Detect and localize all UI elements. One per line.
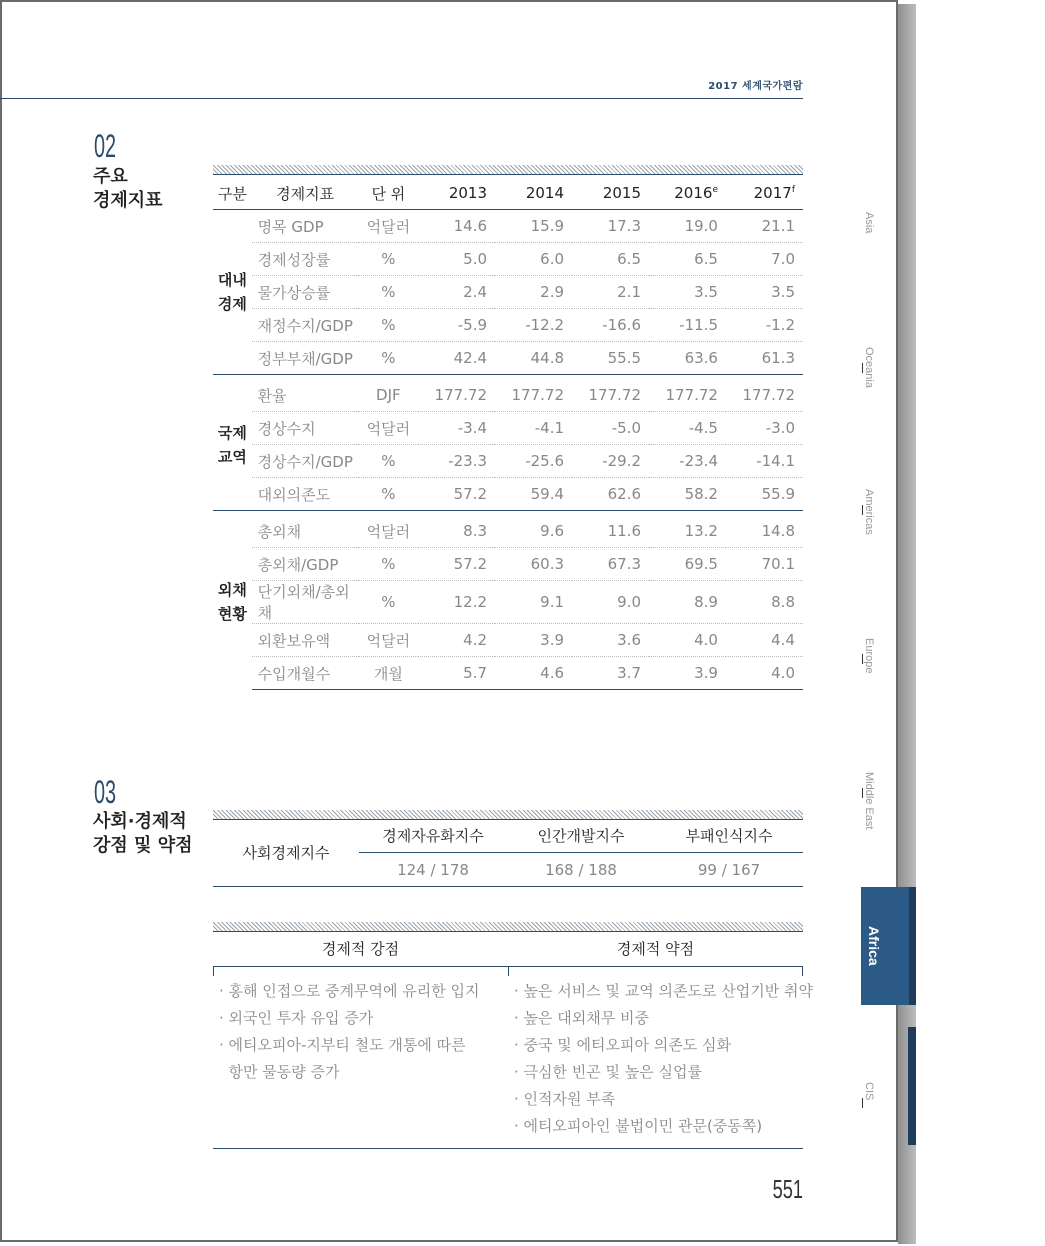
section-title: 사회·경제적 강점 및 약점 <box>93 811 193 856</box>
indicator-value: -25.6 <box>495 445 572 478</box>
indicator-value: 9.0 <box>572 581 649 624</box>
indicator-name: 단기외채/총외채 <box>252 581 359 624</box>
indices-value: 99 / 167 <box>697 861 761 879</box>
indicator-value: 11.6 <box>572 515 649 548</box>
weakness-item: · 인적자원 부족 <box>514 1090 616 1108</box>
table-row <box>213 548 803 581</box>
indicator-value: -3.0 <box>726 412 803 445</box>
table-row <box>213 342 803 375</box>
tab-tick <box>862 788 863 798</box>
indicator-value: 17.3 <box>572 210 649 243</box>
indicator-value: 6.0 <box>495 243 572 276</box>
table-row <box>213 657 803 690</box>
weakness-item: · 높은 대외채무 비중 <box>514 1009 649 1027</box>
indicator-value: 177.72 <box>418 379 495 412</box>
col-header-group: 구분 <box>213 177 252 210</box>
indicator-name: 총외채 <box>252 515 359 548</box>
indicator-value: 5.7 <box>418 657 495 690</box>
tab-tick <box>862 1098 863 1108</box>
indicator-value: -4.5 <box>649 412 726 445</box>
section-number: 03 <box>94 774 117 810</box>
tab-middle-east[interactable]: Middle East <box>863 772 875 830</box>
indicator-value: 8.9 <box>649 581 726 624</box>
indicator-value: 3.7 <box>572 657 649 690</box>
table-row <box>213 581 803 624</box>
indicator-value: -29.2 <box>572 445 649 478</box>
indicator-unit: % <box>359 445 418 478</box>
indicator-name: 경상수지 <box>252 412 359 445</box>
group-label: 국제 교역 <box>217 423 247 466</box>
indicator-value: 2.9 <box>495 276 572 309</box>
running-header: 2017 세계국가편람 <box>708 81 803 92</box>
indicator-value: 57.2 <box>418 548 495 581</box>
indicator-value: 70.1 <box>726 548 803 581</box>
table-row <box>213 276 803 309</box>
indicator-value: 9.6 <box>495 515 572 548</box>
indicator-value: 4.0 <box>649 624 726 657</box>
strengths-weaknesses-table <box>213 932 813 1149</box>
header-rule <box>0 98 803 99</box>
indicator-name: 경상수지/GDP <box>252 445 359 478</box>
weakness-item: · 높은 서비스 및 교역 의존도로 산업기반 취약 <box>514 982 813 1000</box>
swot-tick <box>213 966 214 976</box>
indicator-value: -12.2 <box>495 309 572 342</box>
indicator-value: -3.4 <box>418 412 495 445</box>
indicator-name: 재정수지/GDP <box>252 309 359 342</box>
indicator-name: 명목 GDP <box>252 210 359 243</box>
indicator-name: 경제성장률 <box>252 243 359 276</box>
indicator-name: 환율 <box>252 379 359 412</box>
indices-value: 168 / 188 <box>545 861 617 879</box>
swot-tick <box>802 966 803 976</box>
indicator-unit: DJF <box>359 379 418 412</box>
indicator-value: 4.2 <box>418 624 495 657</box>
tab-americas[interactable]: Americas <box>863 489 875 535</box>
indicator-unit: % <box>359 309 418 342</box>
indicator-value: -4.1 <box>495 412 572 445</box>
table-top-hatch <box>213 165 803 175</box>
strength-item: 항만 물동량 증가 <box>219 1063 340 1081</box>
indicator-value: 9.1 <box>495 581 572 624</box>
socioeconomic-indices-table <box>213 820 803 887</box>
indicator-name: 외환보유액 <box>252 624 359 657</box>
indicator-value: 58.2 <box>649 478 726 511</box>
col-header-2015: 2015 <box>572 177 649 210</box>
weakness-item: · 중국 및 에티오피아 의존도 심화 <box>514 1036 731 1054</box>
strength-item: · 외국인 투자 유입 증가 <box>219 1009 374 1027</box>
indicator-value: 21.1 <box>726 210 803 243</box>
indicator-value: 15.9 <box>495 210 572 243</box>
table-row <box>213 624 803 657</box>
indicator-name: 정부부채/GDP <box>252 342 359 375</box>
weaknesses-header: 경제적 약점 <box>616 940 695 958</box>
indicator-unit: % <box>359 276 418 309</box>
strength-item: · 홍해 인접으로 중계무역에 유리한 입지 <box>219 982 480 1000</box>
swot-top-hatch <box>213 922 803 932</box>
table-row <box>213 445 803 478</box>
table-row <box>213 412 803 445</box>
indicator-value: -1.2 <box>726 309 803 342</box>
indicator-value: 55.5 <box>572 342 649 375</box>
tab-tick <box>862 654 863 664</box>
indicator-value: 8.3 <box>418 515 495 548</box>
indicator-value: 4.0 <box>726 657 803 690</box>
indicator-value: 44.8 <box>495 342 572 375</box>
indicator-name: 총외채/GDP <box>252 548 359 581</box>
indicator-unit: % <box>359 478 418 511</box>
indicator-value: 6.5 <box>572 243 649 276</box>
col-header-2017: 2017$^f$ <box>726 177 803 210</box>
page-number: 551 <box>772 1174 803 1204</box>
indicator-value: 55.9 <box>726 478 803 511</box>
table-row <box>213 243 803 276</box>
indicator-unit: % <box>359 342 418 375</box>
indicator-value: 62.6 <box>572 478 649 511</box>
tab-asia[interactable]: Asia <box>863 212 875 234</box>
indicator-name: 물가상승률 <box>252 276 359 309</box>
indices-value: 124 / 178 <box>397 861 469 879</box>
indicator-value: 42.4 <box>418 342 495 375</box>
page-stack-strip <box>908 1027 916 1145</box>
indicator-name: 대외의존도 <box>252 478 359 511</box>
indicator-value: 3.9 <box>495 624 572 657</box>
group-label: 대내 경제 <box>217 271 247 313</box>
economic-indicators-table <box>213 177 803 690</box>
tab-africa-label[interactable]: Africa <box>866 926 882 966</box>
indicator-value: 177.72 <box>572 379 649 412</box>
section-title: 주요 경제지표 <box>93 166 163 211</box>
strengths-header: 경제적 강점 <box>321 940 400 958</box>
page-stack-strip <box>908 887 916 1005</box>
tab-tick <box>862 505 863 515</box>
group-label: 외채 현황 <box>217 581 247 624</box>
col-header-unit: 단 위 <box>359 177 418 210</box>
indicator-value: 5.0 <box>418 243 495 276</box>
indicator-name: 수입개월수 <box>252 657 359 690</box>
indicator-value: 67.3 <box>572 548 649 581</box>
indicator-unit: % <box>359 243 418 276</box>
indicator-value: 4.4 <box>726 624 803 657</box>
indicator-value: -5.9 <box>418 309 495 342</box>
swot-tick <box>508 966 509 976</box>
col-header-2016: 2016e <box>649 177 726 210</box>
tab-cis[interactable]: CIS <box>863 1082 875 1101</box>
indicator-value: 63.6 <box>649 342 726 375</box>
strength-item: · 에티오피아-지부티 철도 개통에 따른 <box>219 1036 466 1054</box>
indicator-value: 3.9 <box>649 657 726 690</box>
weakness-item: · 에티오피아인 불법이민 관문(중동쪽) <box>514 1117 763 1135</box>
indicator-value: -23.3 <box>418 445 495 478</box>
indicator-value: 4.6 <box>495 657 572 690</box>
tab-europe[interactable]: Europe <box>863 638 875 674</box>
indicator-value: 3.6 <box>572 624 649 657</box>
indicator-value: 3.5 <box>649 276 726 309</box>
indicator-value: 14.6 <box>418 210 495 243</box>
table-row <box>213 515 803 548</box>
indicator-value: 69.5 <box>649 548 726 581</box>
indicator-value: 12.2 <box>418 581 495 624</box>
section-number: 02 <box>94 128 117 164</box>
table-body <box>213 210 803 690</box>
indicator-value: 7.0 <box>726 243 803 276</box>
indicator-unit: % <box>359 581 418 624</box>
indicator-value: 59.4 <box>495 478 572 511</box>
indicator-value: -5.0 <box>572 412 649 445</box>
indices-header-rule <box>359 852 803 853</box>
col-header-2013: 2013 <box>418 177 495 210</box>
indices-header: 경제자유화지수 <box>382 827 484 845</box>
indicator-value: -23.4 <box>649 445 726 478</box>
indicator-value: 3.5 <box>726 276 803 309</box>
indices-row-label: 사회경제지수 <box>242 844 330 862</box>
indicator-unit: 억달러 <box>359 624 418 657</box>
table-header-row <box>213 177 803 210</box>
table-row <box>213 379 803 412</box>
indicator-value: 60.3 <box>495 548 572 581</box>
indices-header: 인간개발지수 <box>537 827 625 845</box>
indices-header: 부패인식지수 <box>685 827 773 845</box>
indices-top-hatch <box>213 810 803 820</box>
indicator-value: 57.2 <box>418 478 495 511</box>
weakness-item: · 극심한 빈곤 및 높은 실업률 <box>514 1063 702 1081</box>
indicator-unit: 개월 <box>359 657 418 690</box>
indicator-value: 19.0 <box>649 210 726 243</box>
indicator-unit: 억달러 <box>359 515 418 548</box>
indicator-value: 2.4 <box>418 276 495 309</box>
tab-tick <box>862 363 863 373</box>
indicator-value: 177.72 <box>726 379 803 412</box>
indicator-value: 61.3 <box>726 342 803 375</box>
indicator-value: -14.1 <box>726 445 803 478</box>
indicator-value: 2.1 <box>572 276 649 309</box>
indicator-value: -11.5 <box>649 309 726 342</box>
indicator-value: 6.5 <box>649 243 726 276</box>
indicator-value: 8.8 <box>726 581 803 624</box>
indicator-unit: 억달러 <box>359 210 418 243</box>
indicator-value: -16.6 <box>572 309 649 342</box>
indicator-unit: 억달러 <box>359 412 418 445</box>
table-row <box>213 309 803 342</box>
table-row <box>213 210 803 243</box>
indicator-value: 14.8 <box>726 515 803 548</box>
indicator-value: 177.72 <box>649 379 726 412</box>
col-header-indicator: 경제지표 <box>252 177 359 210</box>
indicator-unit: % <box>359 548 418 581</box>
indicator-value: 177.72 <box>495 379 572 412</box>
table-row <box>213 478 803 511</box>
col-header-2014: 2014 <box>495 177 572 210</box>
indicator-value: 13.2 <box>649 515 726 548</box>
tab-oceania[interactable]: Oceania <box>863 347 875 388</box>
